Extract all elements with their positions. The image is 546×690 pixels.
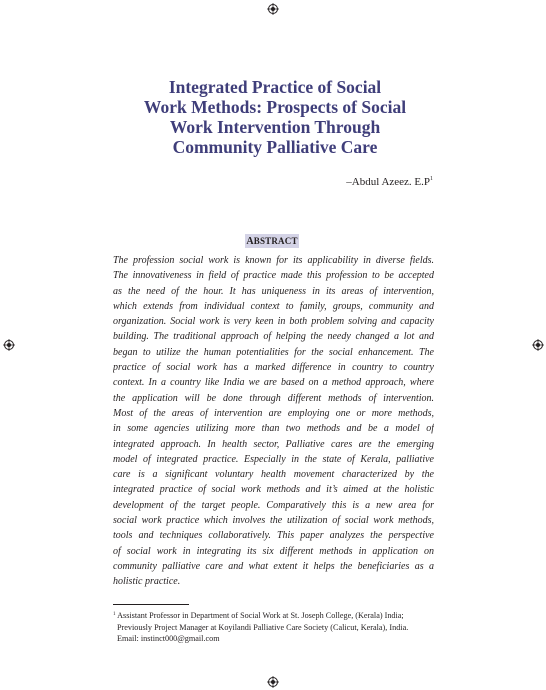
footnote-line: Previously Project Manager at Koyilandi Palliative Care Society (Calicut, Kerala), India. (117, 622, 409, 632)
abstract-line: integrated practice of social work methods and it’s aimed at the holistic (113, 484, 434, 496)
registration-mark-icon (3, 339, 15, 351)
abstract-line: care is a significant voluntary health movement characterized by the (113, 469, 434, 481)
footnote (113, 609, 438, 645)
abstract-line: social work practice which involves the utilization of social work methods, (113, 515, 434, 527)
registration-mark-icon (267, 3, 279, 15)
abstract-line: tools and techniques collaboratively. This paper analyzes the perspective (113, 530, 434, 542)
abstract-line: which extends from individual context to family, groups, community and (113, 300, 434, 312)
email-link[interactable]: instinct000@gmail.com (140, 634, 220, 644)
title-line: Integrated Practice of Social (168, 77, 382, 97)
abstract-line: context. In a country like India we are based on a method approach, where (113, 377, 434, 389)
abstract-body (113, 253, 434, 590)
footnote-marker: 1 (113, 612, 116, 617)
author-byline (346, 176, 433, 188)
footnote-rule (113, 604, 189, 605)
footnote-line (113, 609, 438, 622)
title-line: Work Methods: Prospects of Social (143, 97, 407, 117)
author-footnote-marker: 1 (430, 176, 433, 182)
abstract-line: development of the target people. Comparatively this is a new area for (113, 499, 434, 511)
author-name: –Abdul Azeez. E.P (346, 176, 430, 188)
article-title (110, 77, 440, 157)
abstract-line: integrated approach. In health sector, Palliative cares are the emerging (113, 438, 434, 450)
registration-mark-icon (532, 339, 544, 351)
abstract-line: The innovativeness in field of practice made this profession to be accepted (113, 270, 434, 282)
abstract-line: holistic practice. (113, 576, 181, 588)
abstract-line: as the need of the hour. It has uniqueness in its areas of intervention, (113, 285, 434, 297)
abstract-line: organization. Social work is very keen in both problem solving and capacity (113, 316, 434, 328)
abstract-heading-rest: BSTRACT (253, 236, 298, 246)
footnote-line (113, 633, 438, 645)
abstract-line: The profession social work is known for its applicability in diverse fields. (113, 255, 434, 266)
abstract-line: of social work in integrating its six different methods in application on (113, 545, 434, 557)
abstract-line: Most of the areas of intervention are employing one or more methods, (113, 407, 434, 419)
abstract-line: began to utilize the human potentialities for the social enhancement. The (113, 346, 434, 358)
abstract-line: building. The traditional approach of helping the needy changed a lot and (113, 331, 434, 343)
registration-mark-icon (267, 676, 279, 688)
abstract-line: model of integrated practice. Especially in the state of Kerala, palliative (113, 453, 434, 465)
title-line: Community Palliative Care (172, 137, 378, 157)
abstract-heading (245, 234, 299, 248)
abstract-line: practice of social work has a marked difference in country to country (113, 362, 434, 374)
abstract-heading-initial: A (246, 236, 254, 247)
email-label: Email: (117, 634, 139, 644)
footnote-affiliation: Assistant Professor in Department of Social Work at St. Joseph College, (Kerala) India; (117, 611, 404, 620)
abstract-line: in some agencies utilizing more than two methods and be a model of (113, 423, 434, 435)
title-line: Work Intervention Through (169, 117, 381, 137)
abstract-line: community palliative care and what extent it helps the beneficiaries as a (113, 560, 434, 572)
abstract-line: the application will be done through different methods of intervention. (113, 392, 434, 404)
